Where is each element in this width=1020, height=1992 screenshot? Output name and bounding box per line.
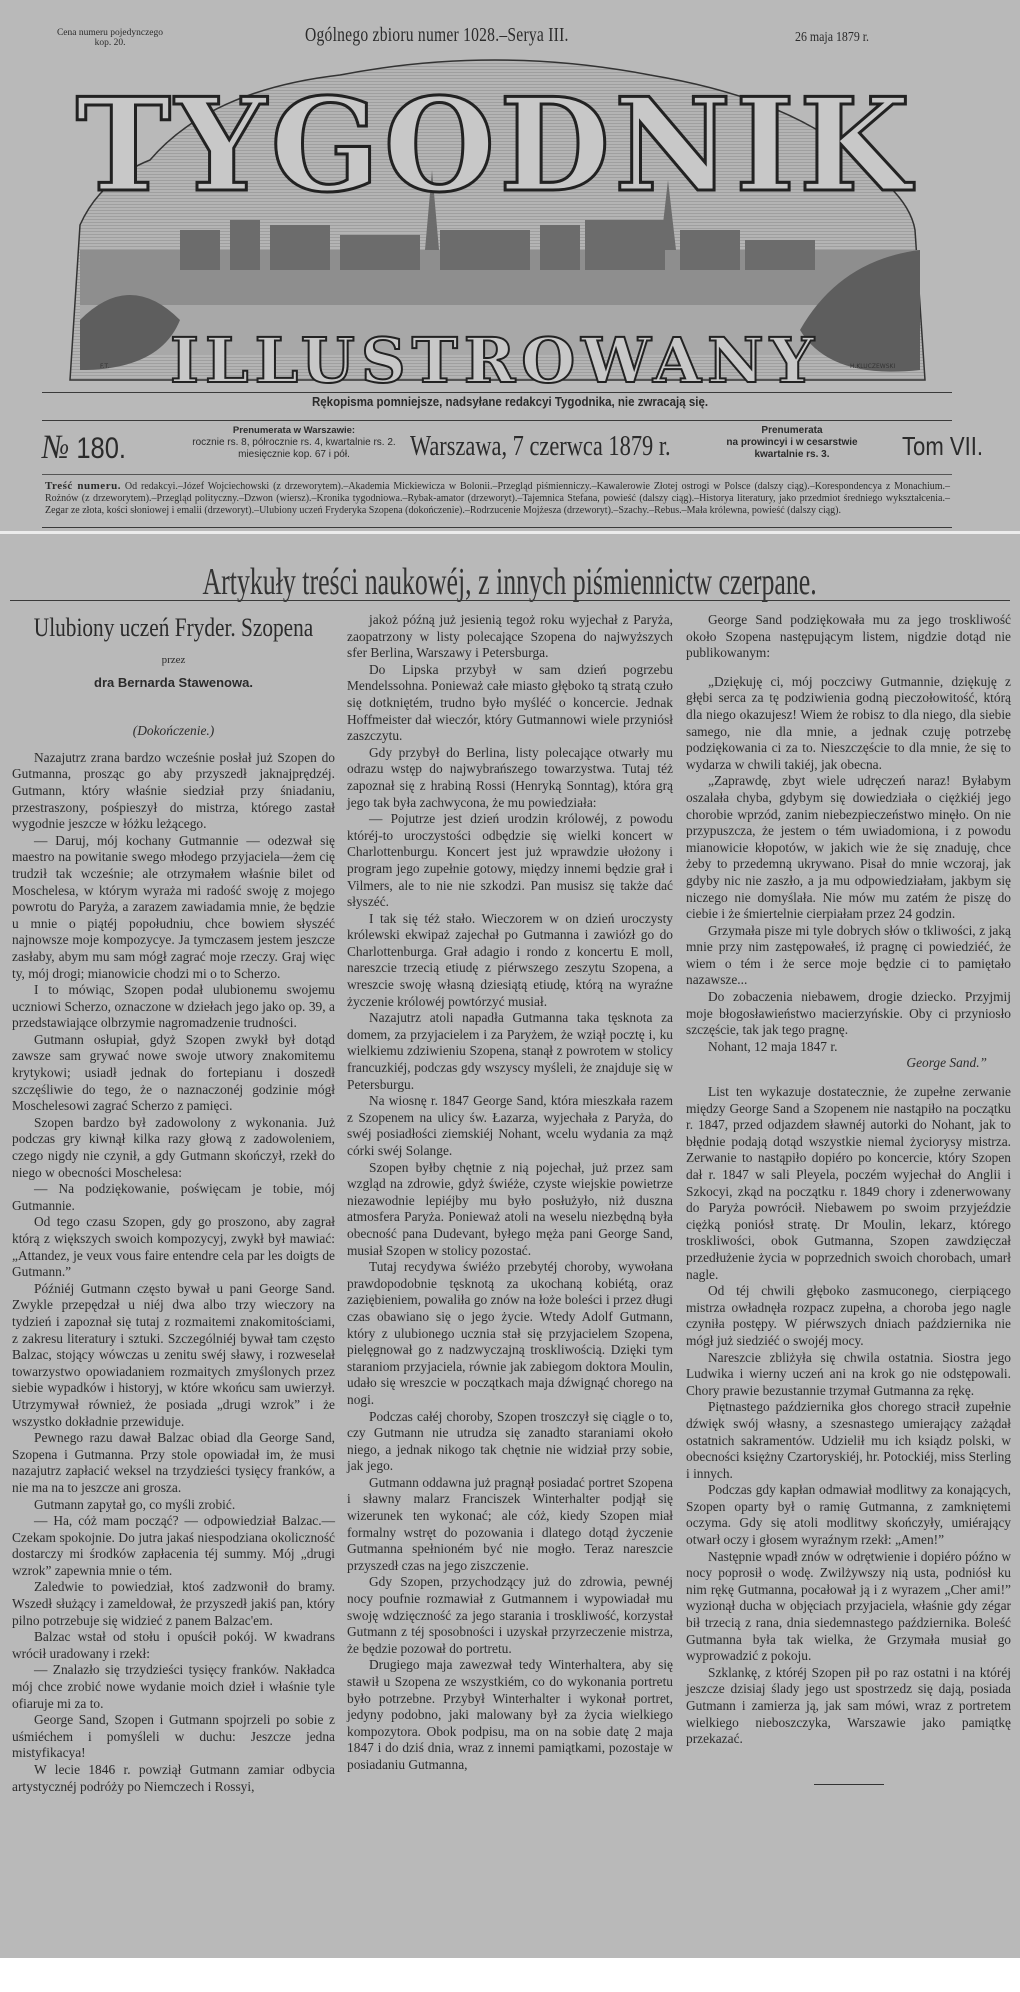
paragraph: — Znalazło się trzydzieści tysięcy franków. Nakładca mój chce zrobić nowe wydanie moich dzieł i właśnie tyle ofiaruje mi za to. [12,1662,335,1711]
column-3-text [686,1084,1011,1748]
paragraph: — Pojutrze jest dzień urodzin królowéj, z powodu któréj-to uroczystości odbędzie się wielki koncert w Charlottenburgu. Koncert jest już wprawdzie ułożony i program jego zupełnie gotowy, między innemi będzie grał i Vilmers, ale to nie nie szkodzi. Pan musisz się także dać słyszéć. [347,811,673,910]
subscription-warsaw-prices: rocznie rs. 8, półrocznie rs. 4, kwartalnie rs. 2. [192,437,396,448]
paragraph: Gdy przybył do Berlina, listy polecające otwarły mu odrazu wstęp do najwybrańszego towarzystwa. Tutaj téż zapoznał się z hrabiną Rossi (Henryką Sonntag), która grą jego tak była zachwycona, że mu powiedziała: [347,744,673,810]
column-2-text [347,612,673,1774]
top-line [0,22,1020,52]
paragraph: Od téj chwili głęboko zasmuconego, cierpiącego mistrza owładnęła rozpacz zupełna, a choroba jego nagle czyniła postępy. W piérwszych dniach października nie mógł już siedziéć o swojéj mocy. [686,1283,1011,1348]
issue-info-row [42,425,984,481]
paragraph: Szklankę, z któréj Szopen pił po raz ostatni i na któréj jeszcze dzisiaj ślady jego ust spostrzedz się dają, posiada Gutmann i zamierza ją, jak sam mówi, wraz z portretem wielkiego nieboszczyka, Warszawie jako pamiątkę przekazać. [686,1664,1011,1747]
paragraph: Gutmann osłupiał, gdyż Szopen zwykł był dotąd zawsze sam grywać nowe swoje utwory znakomitemu krytykowi; usiadł jednak do fortepianu i doszedł szczęśliwie do tego, że o naznaczonéj godzinie mógł Moschelesowi zagrać Scherzo z pamięci. [12,1031,335,1114]
masthead-title-top [76,71,915,221]
paragraph: I to mówiąc, Szopen podał ulubionemu swojemu uczniowi Scherzo, oznaczone w dziełach jego jako op. 39, a przedstawiające olbrzymie nagromadzenie trudności. [12,982,335,1031]
rule-above-issue [42,420,952,421]
subscription-province [702,425,882,461]
paragraph: George Sand, Szopen i Gutmann spojrzeli po sobie z uśmiéchem i pomyśleli w duchu: Jeszcze jedna mistyfikacya! [12,1712,335,1761]
letter-intro: George Sand podziękowała mu za jego troskliwość około Szopena następującym listem, nigdzie dotąd nie publikowanym: [686,612,1011,661]
paragraph: — Ha, cóż mam począć? — odpowiedział Balzac.—Czekam spokojnie. Do jutra jakaś niespodziana okoliczność dostarczy mi środków zapłacenia téj summy. Mój „drugi wzrok” zapewnia mnie o tém. [12,1513,335,1578]
paragraph: Od tego czasu Szopen, gdy go proszono, aby zagrał którą z większych swoich kompozycyj, zwykł był mawiać: „Attandez, je veux vous faire entendre cela par les doigts de Gutmann.” [12,1214,335,1280]
paragraph: — Na podziękowanie, poświęcam je tobie, mój Gutmannie. [12,1181,335,1213]
paragraph: jakoż późną już jesienią tegoż roku wyjechał z Paryża, zaopatrzony w listy polecające Szopena do najwyższych sfer Berlina, Warszawy i Petersburga. [347,612,673,661]
engraver-signature-left: F.T. [100,363,110,370]
issue-number-value: 180. [76,432,126,465]
contents-label: Treść numeru. [45,480,121,492]
section-heading-text: Artykuły treści naukowéj, z innych piśmiennictw czerpane. [202,561,818,603]
page-seam [0,531,1020,534]
subscription-province-price: kwartalnie rs. 3. [754,449,830,460]
masthead-illustration [40,50,950,395]
series-number: Ogólnego zbioru numer 1028.–Serya III. [305,24,569,46]
engraver-signature-right: H.KLUCZEWSKI [850,363,896,370]
rule-below-contents [42,527,952,528]
paragraph: „Zaprawdę, zbyt wiele udręczeń naraz! Byłabym oszalała chyba, gdybym się dowiedziała o ciężkiéj jego chorobie wprzód, zanim niebezpieczeństwo minęło. On nie przypuszcza, że jestem o tém uwiadomiona, i z powodu mianowicie kłopotów, w jakich wie że się znaduję, chce żeby to przedemną ukrywano. Pisał do mnie wczoraj, jak gdyby nic nie zaszło, a ja mu odpowiedziałam, jakbym się niczego nie domyślała. Nie mów mu zatém że piszę do ciebie i że śmiertelnie cierpiałam przez 24 godzin. [686,773,1011,922]
masthead-engraving [40,50,950,395]
paragraph: I tak się téż stało. Wieczorem w on dzień uroczysty królewski ekwipaż zajechał po Gutmanna i zawiózł go do Charlottenburga. Grał adagio i rondo z koncertu E moll, nareszcie trzecią etiudę z piérwszego zeszytu Szopena, a wreszcie swoję własną dziesiątą etiudę, którą na wyraźne życzenie królowéj powtórzyć musiał. [347,910,673,1009]
price-line-2: kop. 20. [94,38,126,48]
paragraph: Podczas całéj choroby, Szopen troszczył się ciągle o to, czy Gutmann nie utrudza się zanadto staraniami około niego, a jednak nikogo tak chętnie nie widział przy sobie, jak jego. [347,1408,673,1474]
continuation-label: (Dokończenie.) [132,723,215,739]
paragraph: Nazajutrz atoli napadła Gutmanna taka tęsknota za domem, za przyjacielem i za Paryżem, że wziął pocztę i, ku wielkiemu zdziwieniu Szopena, stanął z powrotem w stolicy francuzkiéj, podczas gdy wszyscy myśleli, że znajduje się w Petersburgu. [347,1010,673,1092]
place-and-date: Warszawa, 7 czerwca 1879 r. [410,431,671,462]
rule-below-section [10,600,1010,601]
paragraph: Nareszcie zbliżyła się chwila ostatnia. Siostra jego Ludwika i wierny uczeń ani na krok go nie odstępowali. Chory prawie bezustannie trzymał Gutmanna za rękę. [686,1349,1011,1398]
paragraph: Do zobaczenia niebawem, drogie dziecko. Przyjmij moje błogosławieństwo macierzyńskie. Oby ci przyniosło szczęście, tak jak tego pragnę. [686,989,1011,1038]
paragraph: Gdy Szopen, przychodzący już do zdrowia, pewnéj nocy poufnie rozmawiał z Gutmannem i wypowiadał mu swoję wdzięczność za jego starania i troskliwość, korzystał Gutmann z téj sposobności i uzyskał przyrzeczenie mistrza, że będzie pozował do portretu. [347,1574,673,1656]
subscription-warsaw [174,425,414,461]
contents-text: Od redakcyi.–Józef Wojciechowski (z drzeworytem).–Akademia Mickiewicza w Bolonii.–Przegląd piśmienniczy.–Kawalerowie Złotej ostrogi w Polsce (dalszy ciąg).–Korespondencya z Monachium.–Rożnów (z drzeworytem).–Przegląd polityczny.–Dzwon (wiersz).–Kronika tygodniowa.–Rybak-amator (drzeworyt).–Tajemnica Stefana, powieść (dalszy ciąg).–Historya literatury, jako przedmiot średniego wykształcenia.–Zegar ze złota, kości słoniowej i emalii (drzeworyt).–Ulubiony uczeń Fryderyka Szopena (dokończenie).–Rodrzucenie Mojżesza (drzeworyt).–Szachy.–Rebus.–Mała królewna, powieść (dalszy ciąg). [45,481,951,516]
subscription-province-region: na prowincyi i w cesarstwie [726,437,858,448]
end-rule [814,1784,884,1785]
column-1 [12,612,335,1795]
paragraph: Późniéj Gutmann często bywał u pani George Sand. Zwykle przepędzał u niéj dwa albo trzy wieczory na tydzień i zapoznał się tutaj z rozmaitemi znakomitościami, z zakresu literatury i sztuki. Szczególniéj bywał tam często Balzac, stojący wówczas u zenitu swéj sławy, i rozweselał towarzystwo opowiadaniem rozmaitych zmyślonych przez siebie wypadków i historyj, w które wkońcu sam uwierzył. Utrzymywał również, że posiada „drugi wzrok” i że wszystko dokładnie przewiduje. [12,1280,335,1429]
paragraph: Tutaj recydywa świéżo przebytéj choroby, wywołana prawdopodobnie tęsknotą za ukochaną kobiétą, oraz zaziębieniem, powaliła go znów na łoże boleści i przez długi czas obawiano się o jego życie. Wtedy Adolf Gutmann, który z ulubionego ucznia stał się przyjacielem Szopena, pielęgnował go z nadzwyczajną troskliwością. Dzięki tym staraniom przyjaciela, równie jak zabiegom doktora Moulin, udało się wreszcie w początkach maja dźwignąć chorego na nogi. [347,1259,673,1407]
paragraph: Na wiosnę r. 1847 George Sand, która mieszkała razem z Szopenem na ulicy św. Łazarza, wyjechała z Paryża, do swéj posiadłości ziemskiéj Nohant, wcelu wydania za mąż córki swéj Solange. [347,1093,673,1158]
section-heading [0,560,1020,604]
paragraph: W lecie 1846 r. powziął Gutmann zamiar odbycia artystycznéj podróży po Niemczech i Rossyi, [12,1762,335,1794]
paragraph: Zaledwie to powiedział, ktoś zadzwonił do bramy. Wszedł służący i zameldował, że przyszedł jakiś pan, który pilno potrzebuje się widzieć z panem Balzac'em. [12,1579,335,1628]
paragraph: „Dziękuję ci, mój poczciwy Gutmannie, dziękuję z głębi serca za tę podziwienia godną pieczołowitość, którą dla niego okazujesz! Wiem że robisz to dla niego, dla siebie samego, nie dla mnie, a jednak czuję potrzebę podziękowania ci za to. Nieszczęście to dla mnie, że się to wydarza w chwili takiéj, jak obecna. [686,673,1011,772]
paragraph: Podczas gdy kapłan odmawiał modlitwy za konających, Szopen oparty był o ramię Gutmanna, z zamkniętemi oczyma. Gdy się atoli modlitwy skończyły, umiérający otwarł oczy i głosem wyraźnym rzekł: „Amen!” [686,1482,1011,1548]
rule-above-contents [42,474,952,475]
price-notice [40,28,180,48]
paragraph: Drugiego maja zawezwał tedy Winterhaltera, aby się stawił u Szopena ze wszystkiém, co do wykonania portretu było potrzebne. Przybył Winterhalter i wykonał portret, jedyny podobno, jaki malowany był za życia wielkiego kompozytora. Obok podpisu, ma on na sobie datę 2 maja 1847 i do dziś dnia, wraz z innemi pamiątkami, pozostaje w posiadaniu Gutmanna, [347,1657,673,1772]
paragraph: Gutmann zapytał go, co myśli zrobić. [34,1496,236,1512]
george-sand-letter [686,674,1011,1056]
volume-number: Tom VII. [902,431,984,461]
paragraph: Szopen byłby chętnie z nią pojechał, już przez sam wzgląd na zdrowie, gdyż świéże, czyste wiejskie powietrze niezawodnie lepiéjby mu było posłużyło, niż duszna atmosfera Paryża. Ponieważ atoli na weselu niezbędną była obecność pana Dudevant, byłego męża pani George Sand, musiał Szopen w stolicy pozostać. [347,1159,673,1258]
column-2 [347,612,673,1774]
paragraph: Do Lipska przybył w sam dzień pogrzebu Mendelssohna. Ponieważ całe miasto głęboko tą stratą czuło się dotkniętém, trudno było myśléć o koncercie. Jednak Hoffmeister dał wieczór, który Gutmannowi wiele przyniósł zaszczytu. [347,661,673,744]
title-tygodnik: TYGODNIK [75,71,915,221]
paragraph: Pewnego razu dawał Balzac obiad dla George Sand, Szopena i Gutmanna. Przy stole opowiadał im, że musi nazajutrz zapłacić weksel na trzydzieści tysięcy franków, a nie ma na to jeszcze ani grosza. [12,1430,335,1495]
article-by: przez [161,654,186,666]
number-symbol: № [42,429,70,466]
article-title: Ulubiony uczeń Fryder. Szopena [33,613,314,642]
subscription-province-title: Prenumerata [761,425,823,436]
column-3 [686,612,1011,1785]
paragraph: Piętnastego października głos chorego stracił zupełnie dźwięk swój własny, a szesnastego umierający zażądał ostatnich sakramentów. Udzielił mu ich ksiądz polski, w obecności księżny Czartoryskiéj, hr. Potockiéj, miss Sterling i innych. [686,1399,1011,1481]
manuscript-notice: Rękopisma pomniejsze, nadsyłane redakcyi Tygodnika, nie zwracają się. [311,395,709,409]
rule-above-notice [42,392,952,393]
subscription-warsaw-title: Prenumerata w Warszawie: [232,425,356,436]
paragraph: — Daruj, mój kochany Gutmannie — odezwał się maestro na powitanie swego młodego przyjaciela—żem cię trudził tak wcześnie; ale otrzymałem właśnie bilet od Moschelesa, w którym wyraża mi radość swoję z mojego powrotu do Paryża, a zarazem zawiadamia mnie, że będzie u mnie o piątéj popołudniu, chce bowiem słyszéć najnowsze moje kompozycye. Ja tymczasem jestem jeszcze zasłaby, abym mu sam mógł zagrać moje rzeczy. Graj więc ty, mój drogi; mianowicie chodzi mi o to Scherzo. [12,832,335,981]
paragraph: Następnie wpadł znów w odrętwienie i dopiéro późno w nocy poprosił o wodę. Zwilżywszy nią usta, podniósł ku nim rękę Gutmanna, pocałował ją i z wyrazem „Cher ami!” wyzionął ducha w objęciach przyjaciela, właśnie gdy zégar bił trzecią z rana, dnia siedemnastego października. Boleść Gutmanna była tak wielka, że Grzymała musiał go wyprowadzić z pokoju. [686,1548,1011,1664]
table-of-contents [45,480,950,517]
paragraph: Nazajutrz zrana bardzo wcześnie posłał już Szopen do Gutmanna, prosząc go aby przyszedł jaknajprędzéj. Gutmann, który właśnie siedział przy śniadaniu, przestraszony, pośpieszył do mistrza, którego zastał wygodnie jeszcze w łóżku leżącego. [12,749,335,832]
paragraph: Gutmann oddawna już pragnął posiadać portret Szopena i sławny malarz Franciszek Winterhalter podjął się wizerunek ten wykonać; ale cóż, kiedy Szopen miał formalny wstręt do pozowania i dlatego dotąd życzenie Gutmanna spełnioném być nie mogło. Teraz nareszcie przyszedł czas na jego ziszczenie. [347,1474,673,1573]
paragraph: Szopen bardzo był zadowolony z wykonania. Już podczas gry kiwnął kilka razy głową z zadowoleniem, czego nigdy nie czynił, a gdy Gutmann skończył, rzekł do niego w obecności Moschelesa: [12,1114,335,1180]
column-1-text [12,750,335,1795]
subscription-warsaw-monthly: miesięcznie kop. 67 i pół. [238,449,350,460]
article-author: dra Bernarda Stawenowa. [94,674,253,690]
title-illustrowany: ILLUSTROWANY [169,324,821,395]
paragraph: Balzac wstał od stołu i opuścił pokój. W kwadrans wrócił uradowany i rzekł: [12,1629,335,1661]
top-date: 26 maja 1879 r. [795,30,870,45]
price-line-1: Cena numeru pojedynczego [56,28,164,38]
letter-signature: George Sand.” [906,1055,987,1071]
issue-number [42,429,126,467]
paragraph: List ten wykazuje dostatecznie, że zupełne zerwanie między George Sand a Szopenem nie nastąpiło na początku r. 1847, przed odjazdem sławnéj autorki do Nohant, jak to błędnie podają dotąd wszystkie niemal życiorysy mistrza. Zerwanie to nastąpiło dopiéro po koncercie, który Szopen dał r. 1847 w sali Pleyela, poczém wyjechał do Anglii i Szkocyi, zkąd na początku r. 1849 chory i zdenerwowany do Paryża powrócił. Niebawem po swoim przyjeździe ciężką poniósł stratę. Dr Moulin, lekarz, którego troskliwości, obok Gutmanna, Szopen zawdzięczał przedłużenie życia w poprzednich swoich chorobach, umarł nagle. [686,1084,1011,1282]
paragraph: Nohant, 12 maja 1847 r. [708,1038,838,1054]
paragraph: Grzymała pisze mi tyle dobrych słów o tkliwości, z jaką mnie przy nim zastępowałeś, iż pragnę ci powiedziéć, że wiem o tém i że serce moje będzie ci to pamiętało nazawsze... [686,922,1011,988]
